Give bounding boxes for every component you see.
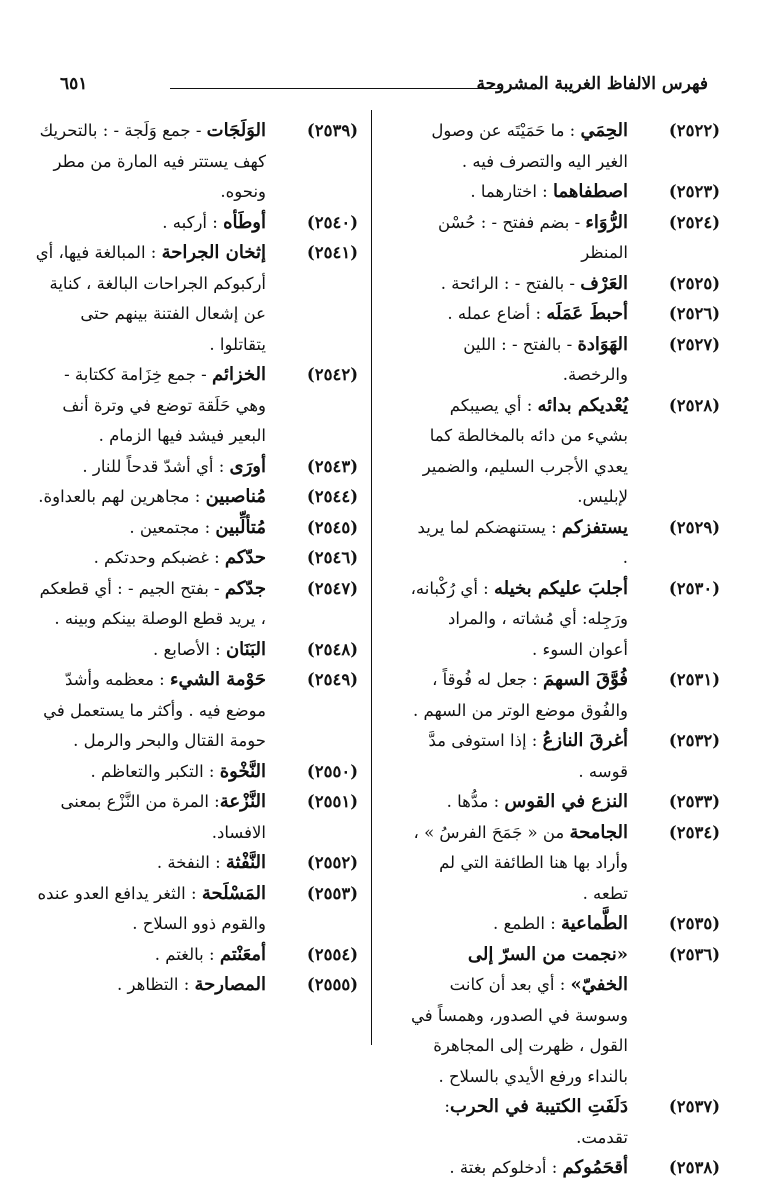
entry-headword: أوطَأه [223, 211, 266, 233]
header-rule [170, 88, 503, 89]
entry-definition: : أدخلوكم بغتة . [449, 1158, 563, 1177]
entry-definition: - بفتح الجيم - : أي قطعكم ، يريد قطع الوصلة بينكم وبينه . [39, 578, 266, 628]
column-divider [371, 110, 372, 1045]
entry-headword: المصارحة [194, 974, 266, 995]
entry-definition: - بالفتح - : الرائحة . [440, 273, 581, 293]
entry-headword: النزع في القوس [504, 791, 628, 812]
entry-headword: المَسْلَحة [201, 882, 266, 904]
glossary-entry [410, 177, 720, 208]
entry-number: (٢٥٢٥) [668, 273, 720, 293]
entry-headword: مُتألِّبين [215, 516, 266, 538]
entry-headword: أورَى [229, 455, 266, 477]
entry-headword: النَّفْثة [225, 852, 266, 873]
glossary-entry [410, 574, 720, 666]
entry-number: (٢٥٢٩) [668, 517, 720, 537]
entry-number: (٢٥٥٠) [306, 761, 358, 781]
entry-number: (٢٥٢٤) [668, 212, 720, 232]
entry-definition: : النفخة . [156, 853, 226, 872]
entry-definition: : الثغر يدافع العدو عنده والقوم ذوو السلاح . [37, 883, 266, 933]
entry-number: (٢٥٣٣) [668, 792, 720, 811]
entry-headword: العَرْف [580, 272, 628, 294]
glossary-entry [30, 787, 358, 848]
entry-definition: : جعل له فُوقاً ، والفُوق موضع الوتر من السهم . [412, 670, 628, 720]
entry-headword: حَوْمة الشيء [170, 669, 266, 690]
glossary-entry [30, 848, 358, 879]
entry-definition: : تقدمت. [444, 1097, 628, 1147]
entry-headword: الحِمَي [580, 120, 628, 141]
entry-definition: : التكبر والتعاظم . [90, 761, 220, 781]
entry-number: (٢٥٥١) [306, 792, 358, 811]
entry-number: (٢٥٥٢) [306, 853, 358, 872]
glossary-entry [410, 726, 720, 787]
glossary-entry [30, 452, 358, 483]
page-number: ٦٥١ [60, 74, 88, 94]
glossary-entry [30, 482, 358, 513]
glossary-entry [410, 391, 720, 513]
entry-number: (٢٥٤٧) [306, 578, 358, 598]
glossary-entry [30, 513, 358, 544]
entry-number: (٢٥٣٨) [668, 1158, 720, 1177]
entry-number: (٢٥٤٢) [306, 365, 358, 384]
entry-definition: - بالفتح - : اللين والرخصة. [463, 334, 628, 384]
glossary-entry [410, 818, 720, 910]
entry-headword: الرُّوَاء [585, 211, 628, 233]
entry-definition: : ما حَمَيْتَه عن وصول الغير اليه والتصرف فيه . [431, 121, 628, 171]
entry-headword: الجامحة [569, 821, 628, 843]
entry-number: (٢٥٣٢) [668, 731, 720, 750]
entry-headword: مُناصبين [205, 486, 266, 507]
glossary-entry [410, 330, 720, 391]
entry-number: (٢٥٣٤) [668, 822, 720, 842]
entry-headword: يُعْديكم بدائه [537, 394, 628, 416]
entry-headword: أمعَنْتم [219, 943, 266, 965]
entry-definition: : مجاهرين لهم بالعداوة. [38, 487, 206, 506]
glossary-entry [30, 635, 358, 666]
entry-number: (٢٥٢٦) [668, 304, 720, 323]
entry-headword: يستفزكم [561, 516, 628, 538]
entry-number: (٢٥٤٤) [306, 487, 358, 506]
entry-headword: اصطفاهما [552, 181, 628, 202]
entry-number: (٢٥٣٠) [668, 578, 720, 598]
entry-definition: من « جَمَحَ الفرسُ » ، وأراد بها هنا الطائفة التي لم تطعه . [413, 822, 628, 903]
glossary-entry [410, 116, 720, 177]
entry-definition: : إذا استوفى مدَّ قوسه . [428, 731, 628, 781]
entry-definition: : الأصابع . [152, 639, 226, 659]
entry-definition: : مجتمعين . [129, 517, 216, 537]
glossary-entry [410, 1153, 720, 1184]
page-header [60, 72, 708, 102]
entry-number: (٢٥٥٣) [306, 883, 358, 903]
glossary-entry [30, 360, 358, 452]
glossary-entry [30, 970, 358, 1001]
entry-headword: الخزائم [211, 364, 266, 385]
right-column [410, 116, 720, 1184]
entry-definition: : المرة من النَّزْع بمعنى الافساد. [60, 792, 266, 842]
entry-definition: : مدُّها . [446, 792, 505, 811]
left-column [30, 116, 358, 1001]
entry-number: (٢٥٥٤) [306, 944, 358, 964]
glossary-entry [30, 543, 358, 574]
entry-definition: : أي يصيبكم بشيء من دائه بالمخالطة كما يعدي الأجرب السليم، والضمير لإبليس. [422, 395, 628, 506]
entry-headword: النَّزْعة [219, 791, 266, 812]
entry-number: (٢٥٤٥) [306, 517, 358, 537]
glossary-entry [410, 208, 720, 269]
entry-definition: : أي أشدّ قدحاً للنار . [82, 456, 230, 476]
glossary-entry [30, 208, 358, 239]
entry-number: (٢٥٢٢) [668, 121, 720, 140]
entry-headword: دَلَفَتِ الكتيبة في الحرب [449, 1096, 628, 1117]
entry-definition: : المبالغة فيها، أي أركبوكم الجراحات البالغة ، كناية عن إشعال الفتنة بينهم حتى يتقاتلوا . [35, 243, 266, 354]
entry-number: (٢٥٤٩) [306, 670, 358, 689]
entry-headword: الوَلَجَات [206, 120, 266, 141]
entry-headword: أقحَمُوكم [562, 1157, 628, 1178]
glossary-entry [30, 238, 358, 360]
entry-definition: : الطمع . [493, 914, 562, 933]
entry-number: (٢٥٢٧) [668, 334, 720, 354]
running-title: فهرس الالفاظ الغريبة المشروحة [476, 74, 708, 94]
entry-number: (٢٥٤٦) [306, 548, 358, 567]
entry-headword: أحبطَ عَمَلَه [546, 303, 628, 324]
entry-definition: : يستنهضكم لما يريد . [417, 517, 628, 567]
entry-headword: الهَوَادة [577, 333, 628, 355]
entry-number: (٢٥٤٨) [306, 639, 358, 659]
glossary-entry [410, 1092, 720, 1153]
glossary-entry [410, 940, 720, 1093]
glossary-entry [410, 269, 720, 300]
entry-number: (٢٥٥٥) [306, 975, 358, 994]
entry-number: (٢٥٤١) [306, 243, 358, 262]
glossary-entry [30, 116, 358, 208]
glossary-entry [410, 513, 720, 574]
entry-headword: جدّكم [224, 577, 266, 599]
entry-number: (٢٥٢٣) [668, 182, 720, 201]
glossary-entry [410, 665, 720, 726]
entry-headword: أجلبَ عليكم بخيله [493, 577, 628, 599]
entry-headword: الطَّماعية [561, 913, 628, 934]
entry-definition: : أضاع عمله . [447, 304, 547, 323]
glossary-entry [30, 879, 358, 940]
entry-number: (٢٥٤٠) [306, 212, 358, 232]
entry-headword: النَّخْوة [219, 760, 266, 782]
entry-headword: البَنَان [225, 638, 266, 660]
entry-definition: : أي رُكْبانه، ورَجِله: أي مُشاته ، والمراد أعوان السوء . [410, 578, 628, 659]
entry-number: (٢٥٣٧) [668, 1097, 720, 1116]
glossary-entry [30, 574, 358, 635]
entry-number: (٢٥٤٣) [306, 456, 358, 476]
entry-definition: - جمع وَلَجة - : بالتحريك كهف يستتر فيه المارة من مطر ونحوه. [39, 121, 266, 201]
entry-definition: : بالغتم . [154, 944, 220, 964]
entry-headword: حدّكم [224, 547, 266, 568]
entry-definition: : أي بعد أن كانت وسوسة في الصدور، وهمساً في القول ، ظهرت إلى المجاهرة بالنداء ورفع الأيدي بالسلاح . [410, 975, 628, 1086]
entry-number: (٢٥٣٥) [668, 914, 720, 933]
entry-definition: : التظاهر . [117, 975, 195, 994]
entry-headword: «نجمت من السرّ إلى الخفيّ» [467, 943, 628, 995]
entry-definition: - جمع خِزَامة ككتابة - وهي حَلَقة توضع في وترة أنف البعير فيشد فيها الزمام . [62, 365, 266, 445]
entry-headword: إثخان الجراحة [161, 242, 266, 263]
glossary-entry [410, 787, 720, 818]
entry-definition: : أركبه . [162, 212, 224, 232]
glossary-entry [30, 665, 358, 757]
glossary-entry [30, 940, 358, 971]
entry-definition: - بضم ففتح - : حُسْن المنظر [438, 212, 628, 262]
entry-number: (٢٥٣٩) [306, 121, 358, 140]
entry-definition: : اختارهما . [470, 182, 553, 201]
entry-number: (٢٥٢٨) [668, 395, 720, 415]
entry-headword: فُوَّقَ السهمَ [543, 669, 628, 690]
entry-definition: : معظمه وأشدّ موضع فيه . وأكثر ما يستعمل في حومة القتال والبحر والرمل . [43, 670, 266, 750]
glossary-entry [410, 299, 720, 330]
glossary-entry [410, 909, 720, 940]
entry-definition: : غضبكم وحدتكم . [93, 548, 225, 567]
entry-headword: أغرقَ النازعُ [542, 730, 628, 751]
entry-number: (٢٥٣٦) [668, 944, 720, 964]
glossary-entry [30, 757, 358, 788]
entry-number: (٢٥٣١) [668, 670, 720, 689]
